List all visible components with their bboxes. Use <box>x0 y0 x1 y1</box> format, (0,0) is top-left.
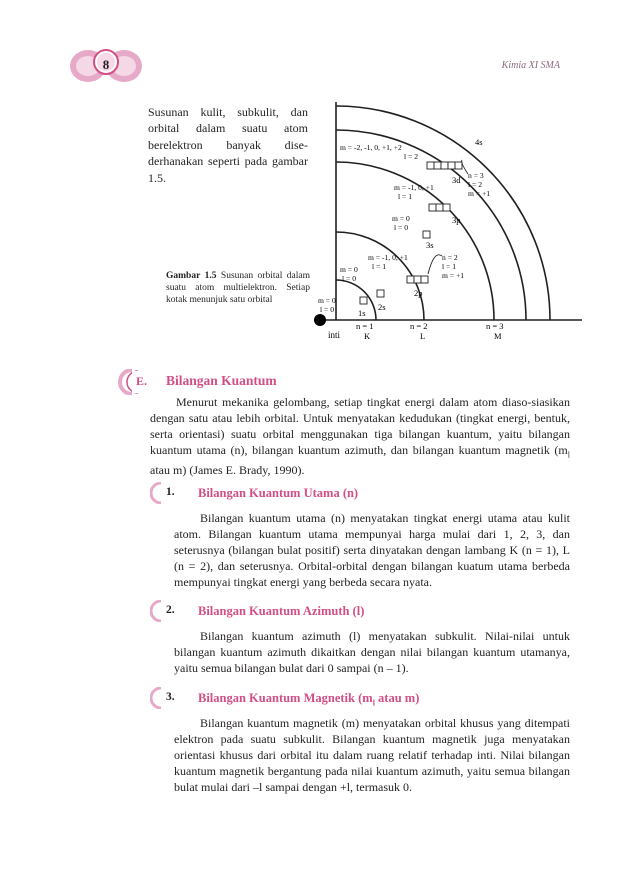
subshell-2s: 2s <box>378 302 386 312</box>
label-m-3p: m = -1, 0, +1 <box>394 183 434 192</box>
orbital-box-2p-2 <box>414 276 421 283</box>
label-m-3d: m = -2, -1, 0, +1, +2 <box>340 143 402 152</box>
page-number: 8 <box>102 57 110 72</box>
section-paragraph-text: Menurut mekanika gelombang, setiap tingkat energi dalam atom diaso-siasikan dengan satu atau lebih orbital. Untuk menyatakan kedudukan (tingkat energi, bentuk, serta orientasi) suatu orbital menggunakan tiga bilangan kuantum, yaitu bilangan kuantum utama (n), bilangan kuantum azimuth, dan bilangan kuantum magnetik (m <box>150 395 570 457</box>
section-paragraph-sub: l <box>567 450 570 460</box>
shell-l: L <box>420 331 426 341</box>
arrow-2p <box>428 255 442 274</box>
subsection-number-1: 1. <box>166 486 175 498</box>
section-paragraph-end: atau m) (James E. Brady, 1990). <box>150 463 305 478</box>
label-n3-m: m = +1 <box>468 189 491 198</box>
subsection-title-3-end: atau m) <box>374 691 420 705</box>
label-n3-l: l = 2 <box>468 180 482 189</box>
nucleus-label: inti <box>328 330 341 340</box>
figure-caption <box>166 270 310 306</box>
label-l2-3d: l = 2 <box>404 152 418 161</box>
subsection-title-3-sub: l <box>372 698 375 708</box>
subshell-3s: 3s <box>426 240 434 250</box>
subsection-body-1-text: Bilangan kuantum utama (n) menyatakan tingkat energi utama atau kulit atom. Bilangan kuantum utama mempunyai harga mulai dari 1, 2, 3, dan seterusnya (bilangan bulat positif) serta dinyatakan dengan lambang K (n = 1), L (n = 2), dan seterusnya. Orbital-orbital dengan bilangan kuatum utama berbeda mempunyai tingkat energi yang berbeda secara nyata. <box>174 511 570 589</box>
subsection-title-3-text: Bilangan Kuantum Magnetik (m <box>198 691 373 705</box>
orbital-box-1s <box>360 297 367 304</box>
subsection-body-2 <box>174 629 570 677</box>
section-title: Bilangan Kuantum <box>166 373 277 388</box>
label-m0-3s: m = 0 <box>392 214 410 223</box>
caption-text: Susunan orbital dalam suatu atom multielektron. Setiap kotak menunjuk satu orbital <box>166 271 310 305</box>
arrow-3d <box>462 160 468 174</box>
section-paragraph <box>150 395 570 479</box>
label-n2: n = 2 <box>442 253 458 262</box>
subsection-body-1 <box>174 511 570 591</box>
orbital-box-3d-3 <box>441 162 448 169</box>
subsection-number-3: 3. <box>166 691 175 703</box>
label-l1-2p: l = 1 <box>372 262 386 271</box>
shell-m: M <box>494 331 502 341</box>
caption-label: Gambar 1.5 <box>166 271 217 281</box>
subsection-body-3 <box>174 716 570 796</box>
subshell-3p: 3p <box>452 215 461 225</box>
shell-n1: n = 1 <box>356 321 374 331</box>
shell-k: K <box>364 331 371 341</box>
label-n2-m: m = +1 <box>442 271 465 280</box>
shell-arc-5 <box>336 106 550 320</box>
label-m0-2s: m = 0 <box>340 265 358 274</box>
label-m0-inner: m = 0 <box>318 296 336 305</box>
orbital-box-3d-2 <box>434 162 441 169</box>
orbital-box-3p-3 <box>443 204 450 211</box>
orbital-box-3p-1 <box>429 204 436 211</box>
shell-n2: n = 2 <box>410 321 428 331</box>
orbital-box-3p-2 <box>436 204 443 211</box>
shell-arc-1 <box>336 280 376 320</box>
section-letter: E. <box>136 374 148 388</box>
label-l0-3s: l = 0 <box>394 223 408 232</box>
subshell-3d: 3d <box>452 175 461 185</box>
label-m-2p: m = -1, 0, +1 <box>368 253 408 262</box>
subsection-number-2: 2. <box>166 604 175 616</box>
subshell-2p: 2p <box>414 288 423 298</box>
shell-n3: n = 3 <box>486 321 504 331</box>
nucleus-dot <box>314 314 326 326</box>
subsection-title-3 <box>198 691 419 708</box>
orbital-box-3s <box>423 231 430 238</box>
subsection-title-1: Bilangan Kuantum Utama (n) <box>198 486 359 500</box>
subsection-title-2: Bilangan Kuantum Azimuth (l) <box>198 604 365 618</box>
subsection-body-2-text: Bilangan kuantum azimuth (l) menyatakan subkulit. Nilai-nilai untuk bilangan kuantum azimuth dikaitkan dengan nilai bilangan kuantum utamanya, yaitu semua bilangan bulat dari 0 sampai (n – 1). <box>174 629 570 675</box>
running-title: Kimia XI SMA <box>501 60 560 71</box>
orbital-box-3d-1 <box>427 162 434 169</box>
orbital-box-2s <box>377 290 384 297</box>
label-l1-3p: l = 1 <box>398 192 412 201</box>
label-l0-inner: l = 0 <box>320 305 334 314</box>
intro-text: Susunan kulit, subkulit, dan orbital dalam suatu atom berelektron banyak dise-derhanakan seperti pada gambar 1.5. <box>148 105 308 185</box>
orbital-box-3d-4 <box>448 162 455 169</box>
label-l0-2s: l = 0 <box>342 274 356 283</box>
label-n3: n = 3 <box>468 171 484 180</box>
orbital-box-3d-5 <box>455 162 462 169</box>
subsection-body-3-text: Bilangan kuantum magnetik (m) menyatakan orbital khusus yang ditempati elektron pada suatu subkulit. Bilangan kuantum magnetik juga menyatakan orientasi khusus dari orbital itu dalam ruang relatif terhadap inti. Nilai bilangan kuantum magnetik bergantung pada nilai kuantum azimuth, yaitu semua bilangan bulat mulai dari –l sampai dengan +l, termasuk 0. <box>174 716 570 794</box>
orbital-box-2p-1 <box>407 276 414 283</box>
shell-labels <box>356 321 504 341</box>
orbital-diagram <box>310 100 590 350</box>
subshell-4s: 4s <box>475 137 483 147</box>
orbital-box-2p-3 <box>421 276 428 283</box>
subshell-1s: 1s <box>358 308 366 318</box>
label-n2-l: l = 1 <box>442 262 456 271</box>
